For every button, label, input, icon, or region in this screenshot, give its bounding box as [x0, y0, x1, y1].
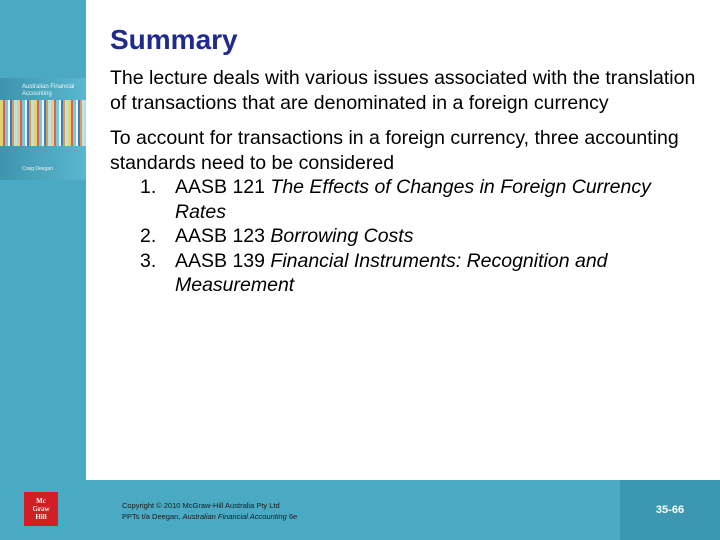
- logo-line: Graw: [32, 505, 50, 513]
- standard-name: The Effects of Changes in Foreign Currency Rates: [175, 176, 651, 223]
- standard-code: AASB 123: [175, 225, 265, 247]
- copyright-line: PPTs t/a Deegan, Australian Financial Accounting 6e: [122, 512, 298, 521]
- slide-title: Summary: [110, 24, 238, 55]
- standard-name: Financial Instruments: Recognition and Measurement: [175, 249, 608, 296]
- list-item-number: 3.: [140, 249, 157, 272]
- logo-line: Hill: [35, 513, 47, 521]
- list-item: [140, 249, 700, 298]
- list-item: [140, 175, 700, 224]
- book-cover-author: Craig Deegan: [22, 166, 53, 172]
- list-item-number: 1.: [140, 176, 157, 198]
- page-number: 35-66: [655, 504, 685, 516]
- copyright-line: Copyright © 2010 McGraw-Hill Australia Pty Ltd: [122, 501, 280, 510]
- standard-name: Borrowing Costs: [270, 225, 414, 247]
- list-item-text: [175, 249, 700, 298]
- list-item-text: [175, 224, 700, 249]
- slide-body: [110, 66, 700, 298]
- list-item-text: [175, 175, 700, 224]
- logo-line: Mc: [36, 497, 46, 505]
- mcgraw-hill-logo: [24, 492, 58, 526]
- copyright-notice: [122, 500, 522, 522]
- page-number-box: [620, 480, 720, 540]
- book-cover-title: Australian Financial Accounting: [22, 84, 75, 97]
- standard-code: AASB 139: [175, 249, 265, 272]
- list-item: [140, 224, 700, 249]
- paragraph-standards: To account for transactions in a foreign currency, three accounting standards need to be considered: [110, 127, 679, 174]
- list-item-number: 2.: [140, 225, 157, 247]
- paragraph-intro: The lecture deals with various issues associated with the translation of transactions that are denominated in a foreign currency: [110, 67, 696, 114]
- standard-code: AASB 121: [175, 176, 265, 198]
- book-cover-stripes: [0, 100, 86, 146]
- book-cover-image: [0, 78, 86, 180]
